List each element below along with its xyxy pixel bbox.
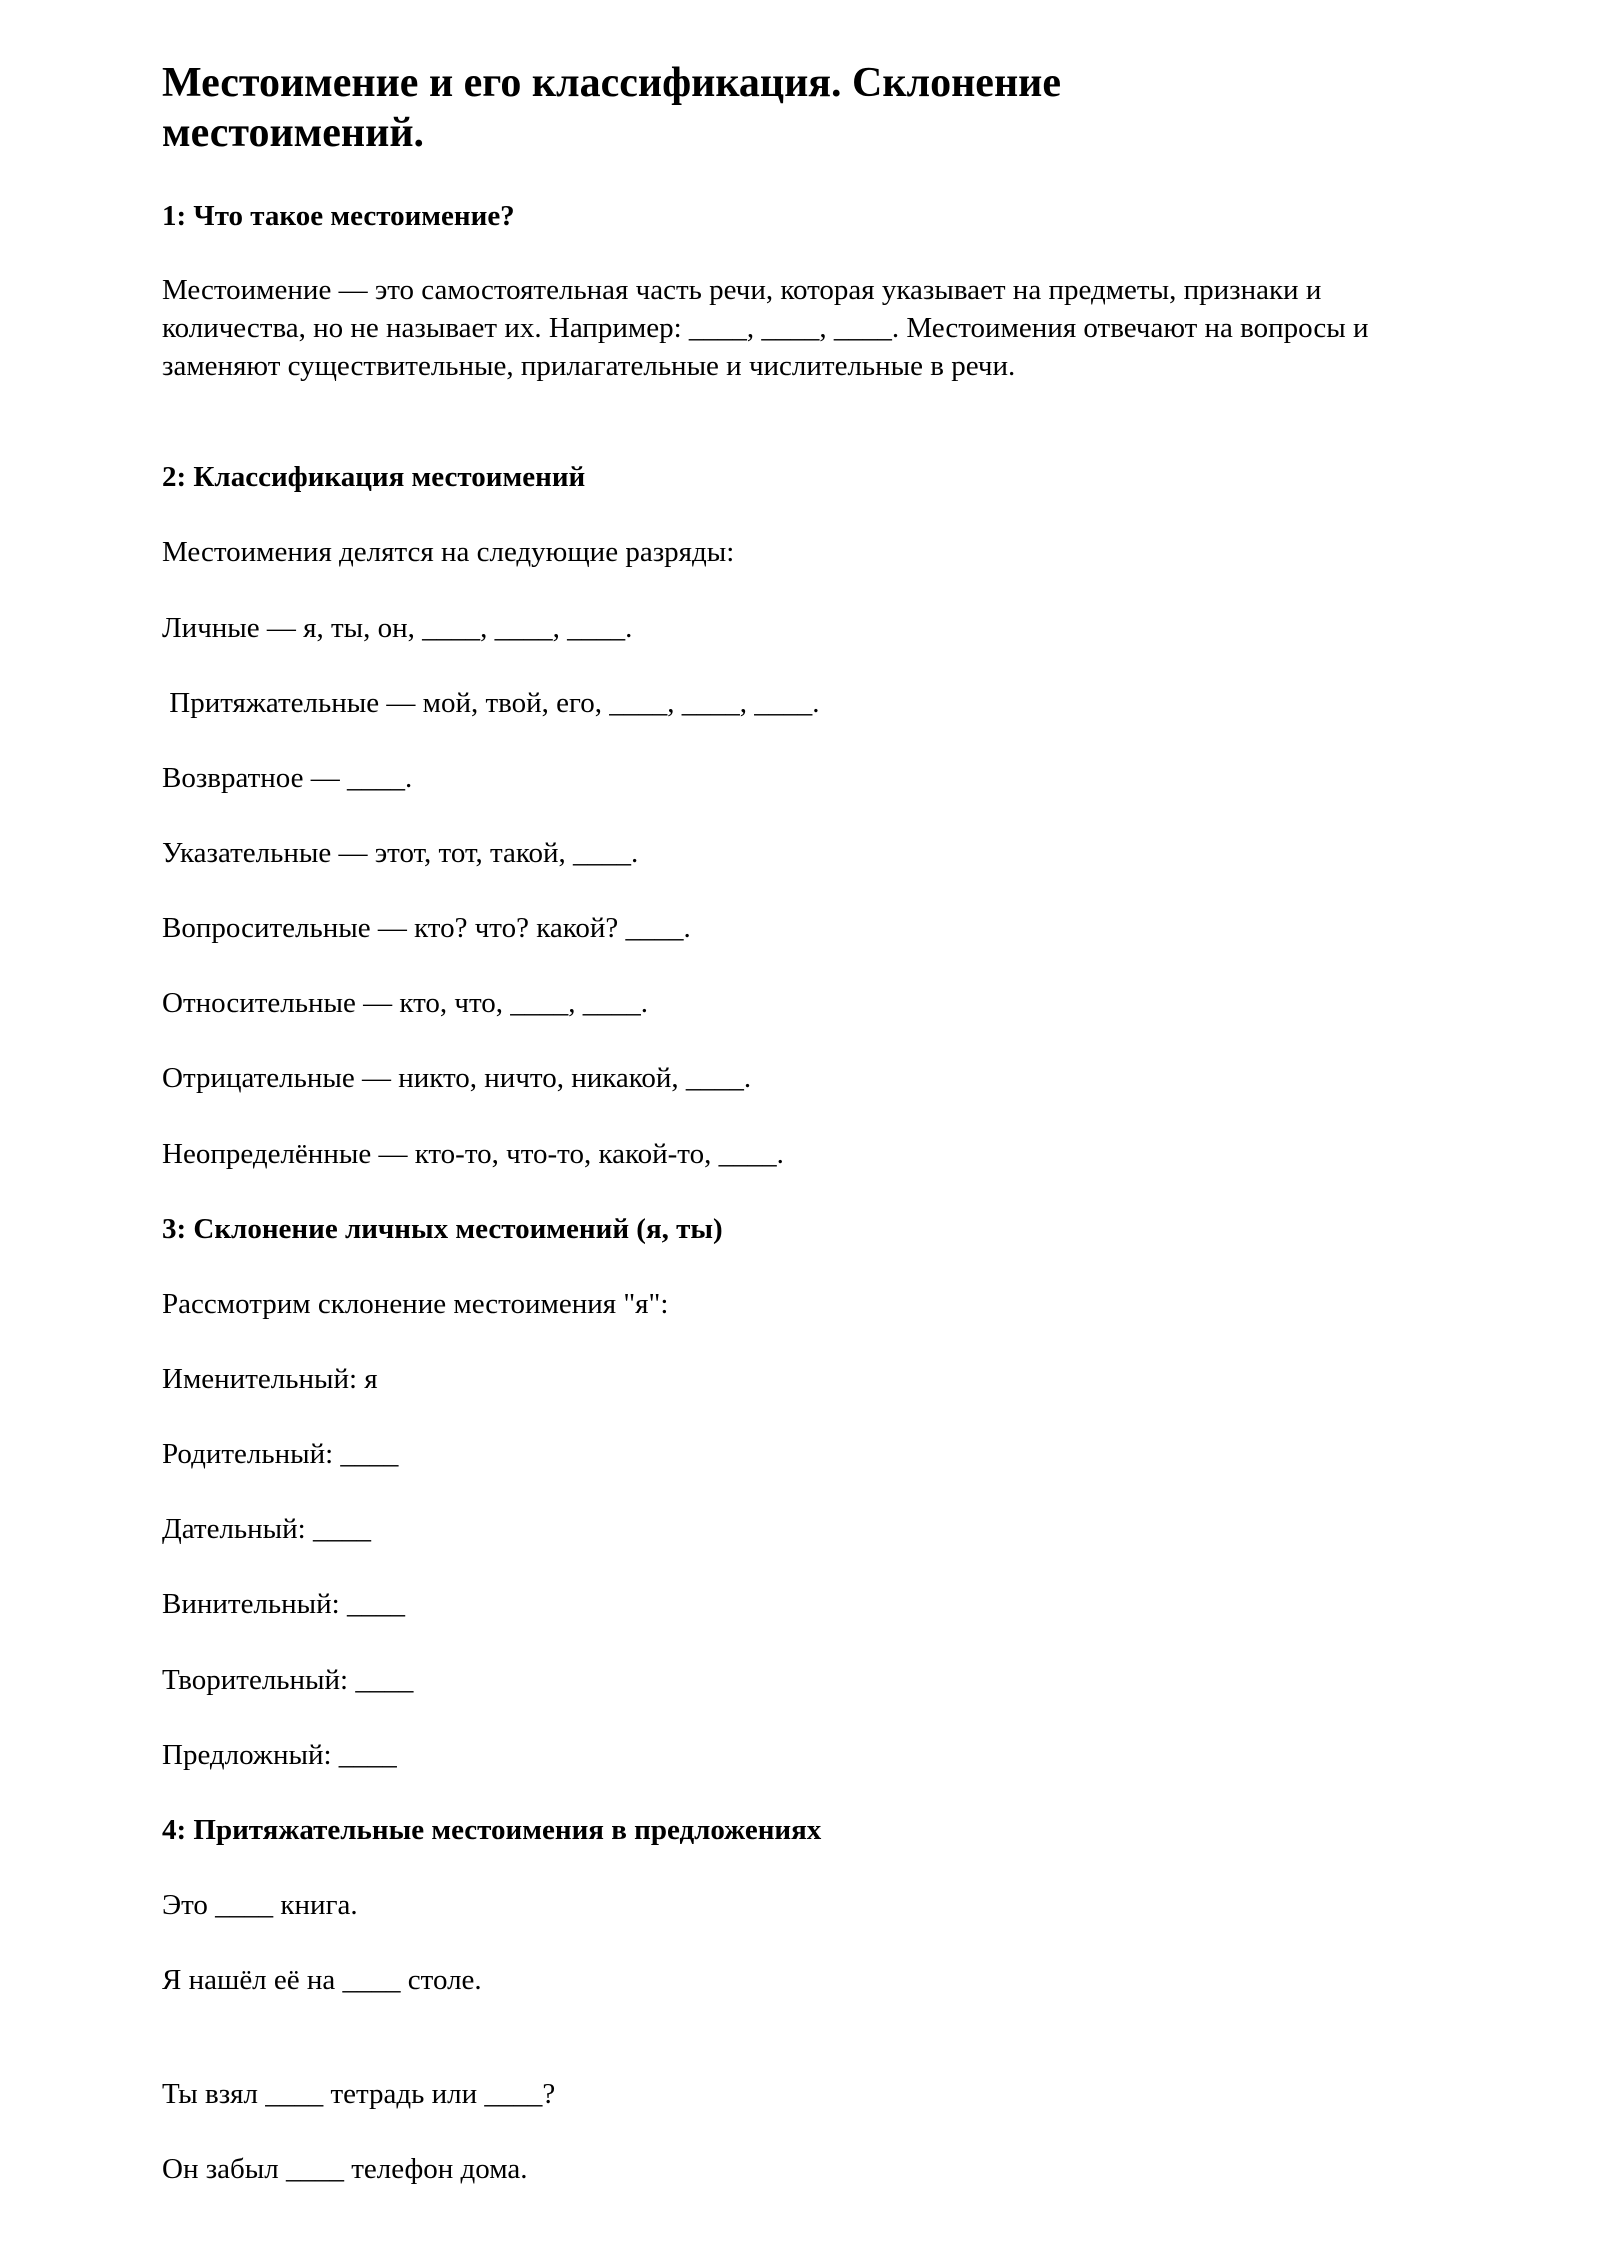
classification-intro: Местоимения делятся на следующие разряды: [162,536,735,568]
sentence-2: Я нашёл её на ____ столе. [162,1964,482,1996]
document-page [162,58,1452,2185]
pronoun-class-personal: Личные — я, ты, он, ____, ____, ____. [162,612,633,644]
section-1-heading: 1: Что такое местоимение? [162,200,515,232]
section-3-heading: 3: Склонение личных местоимений (я, ты) [162,1213,723,1245]
pronoun-class-reflexive: Возвратное — ____. [162,762,413,794]
declension-intro: Рассмотрим склонение местоимения "я": [162,1288,669,1320]
case-prepositional: Предложный: ____ [162,1739,397,1771]
document-title: Местоимение и его классификация. Склонение местоимений. [162,60,1061,156]
case-instrumental: Творительный: ____ [162,1664,414,1696]
sentence-3: Ты взял ____ тетрадь или ____? [162,2078,556,2110]
sentence-1: Это ____ книга. [162,1889,358,1921]
section-4-heading: 4: Притяжательные местоимения в предложениях [162,1814,822,1846]
pronoun-class-relative: Относительные — кто, что, ____, ____. [162,987,648,1019]
section-2-heading: 2: Классификация местоимений [162,461,586,493]
pronoun-class-interrogative: Вопросительные — кто? что? какой? ____. [162,912,691,944]
pronoun-class-negative: Отрицательные — никто, ничто, никакой, ____. [162,1062,752,1094]
pronoun-class-indefinite: Неопределённые — кто-то, что-то, какой-то, ____. [162,1138,784,1170]
case-dative: Дательный: ____ [162,1513,371,1545]
case-genitive: Родительный: ____ [162,1438,399,1470]
pronoun-class-possessive: Притяжательные — мой, твой, его, ____, ____, ____. [162,687,820,719]
section-1-paragraph: Местоимение — это самостоятельная часть речи, которая указывает на предметы, признаки и количества, но не называет их. Например: ____, ____, ____. Местоимения отвечают на вопросы и заменяют существительные, прилагательные и числительные в речи. [162,274,1369,382]
case-accusative: Винительный: ____ [162,1588,405,1620]
case-nominative: Именительный: я [162,1363,378,1395]
sentence-4: Он забыл ____ телефон дома. [162,2153,528,2185]
pronoun-class-demonstrative: Указательные — этот, тот, такой, ____. [162,837,639,869]
